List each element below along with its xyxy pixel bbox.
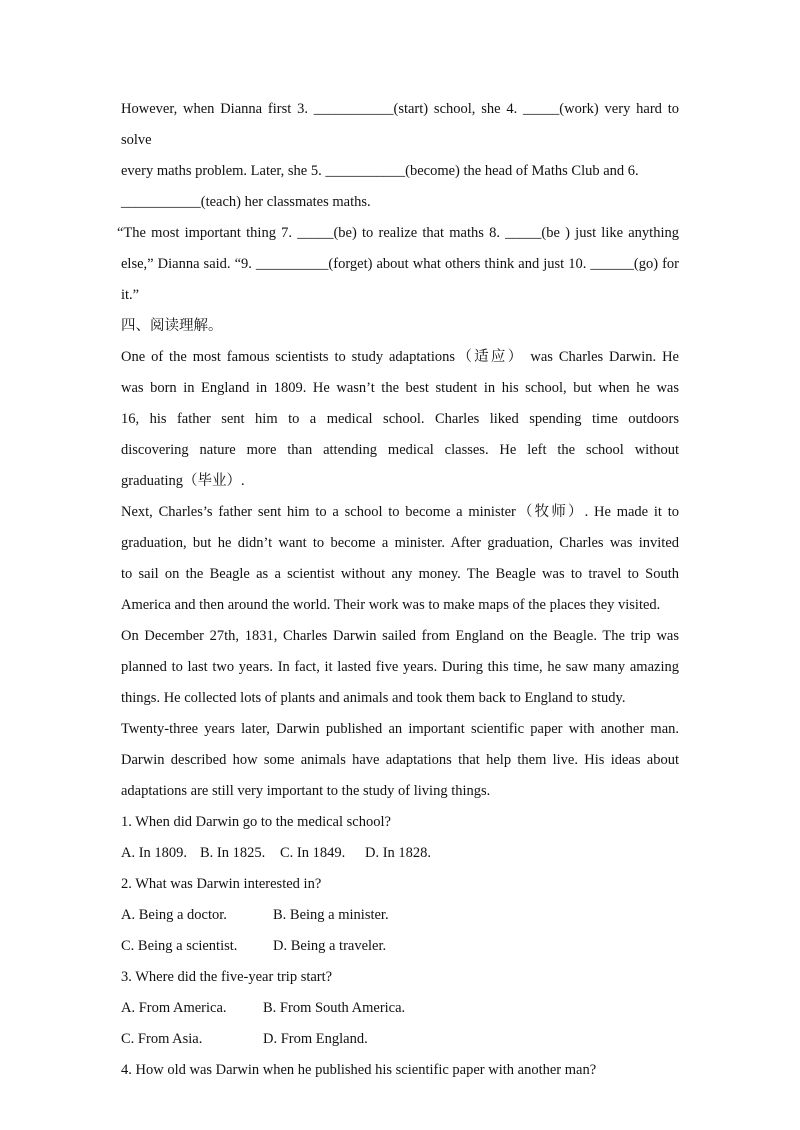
passage-line: graduating（毕业）. xyxy=(121,473,245,489)
passage-line: things. He collected lots of plants and animals and took them back to England to study. xyxy=(121,690,626,706)
passage-line: Twenty-three years later, Darwin published an important scientific paper with another man. xyxy=(121,721,679,737)
passage-line: graduation, but he didn’t want to become a minister. After graduation, Charles was invited xyxy=(121,535,679,551)
question-options xyxy=(121,900,679,931)
passage-line: to sail on the Beagle as a scientist without any money. The Beagle was to travel to South xyxy=(121,566,679,582)
passage-line: was born in England in 1809. He wasn’t the best student in his school, but when he was xyxy=(121,380,679,396)
passage-line: On December 27th, 1831, Charles Darwin sailed from England on the Beagle. The trip was xyxy=(121,628,679,644)
option-b: B. Being a minister. xyxy=(273,907,389,923)
option-d: D. From England. xyxy=(263,1031,368,1047)
question-stem: 4. How old was Darwin when he published his scientific paper with another man? xyxy=(121,1062,597,1078)
option-b: B. In 1825. xyxy=(200,845,266,861)
passage-line: planned to last two years. In fact, it lasted five years. During this time, he saw many amazing xyxy=(121,659,679,675)
option-c: C. From Asia. xyxy=(121,1031,203,1047)
option-a: A. Being a doctor. xyxy=(121,907,227,923)
passage-line: adaptations are still very important to the study of living things. xyxy=(121,783,491,799)
question-stem: 1. When did Darwin go to the medical school? xyxy=(121,814,391,830)
passage-line: 16, his father sent him to a medical school. Charles liked spending time outdoors xyxy=(121,411,679,427)
document-page xyxy=(117,94,679,1086)
passage-line: Next, Charles’s father sent him to a school to become a minister（牧师）. He made it to xyxy=(121,504,679,520)
question-options xyxy=(121,1024,679,1055)
fill-blank-line: ___________(teach) her classmates maths. xyxy=(121,194,371,210)
option-a: A. From America. xyxy=(121,1000,227,1016)
fill-blank-line: else,” Dianna said. “9. __________(forget) about what others think and just 10. ______(go) for xyxy=(121,256,679,272)
fill-blank-line: However, when Dianna first 3. ___________(start) school, she 4. _____(work) very hard to solve xyxy=(121,101,679,148)
question-stem: 2. What was Darwin interested in? xyxy=(121,876,322,892)
option-c: C. Being a scientist. xyxy=(121,938,238,954)
option-b: B. From South America. xyxy=(263,1000,406,1016)
option-a: A. In 1809. xyxy=(121,845,188,861)
question-options xyxy=(121,838,679,869)
option-d: D. In 1828. xyxy=(365,845,432,861)
passage-line: One of the most famous scientists to study adaptations（适应） was Charles Darwin. He xyxy=(121,349,679,365)
fill-blank-line: every maths problem. Later, she 5. ___________(become) the head of Maths Club and 6. xyxy=(121,163,639,179)
question-options xyxy=(121,931,679,962)
question-stem: 3. Where did the five-year trip start? xyxy=(121,969,333,985)
passage-line: America and then around the world. Their work was to make maps of the places they visited. xyxy=(121,597,661,613)
passage-line: discovering nature more than attending medical classes. He left the school without xyxy=(121,442,679,458)
fill-blank-line: “The most important thing 7. _____(be) to realize that maths 8. _____(be ) just like anything xyxy=(117,225,679,241)
section-heading: 四、阅读理解。 xyxy=(121,318,223,334)
option-c: C. In 1849. xyxy=(280,845,346,861)
fill-blank-line: it.” xyxy=(121,287,140,303)
passage-line: Darwin described how some animals have adaptations that help them live. His ideas about xyxy=(121,752,679,768)
question-options xyxy=(121,993,679,1024)
option-d: D. Being a traveler. xyxy=(273,938,387,954)
